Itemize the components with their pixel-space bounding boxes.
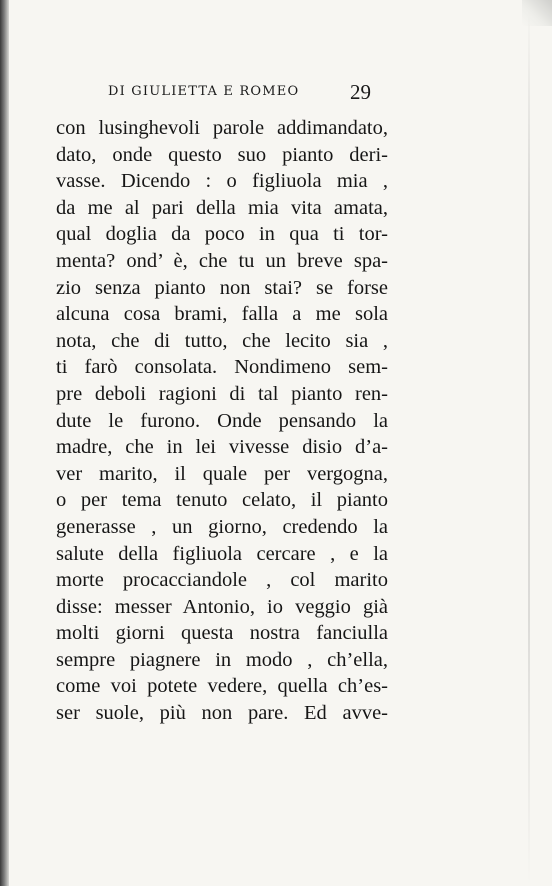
text-line: come voi potete vedere, quella ch’es- <box>56 675 388 698</box>
page-fold-line <box>528 0 530 886</box>
text-line: qual doglia da poco in qua ti tor- <box>56 223 388 246</box>
text-line: ser suole, più non pare. Ed avve- <box>56 702 388 725</box>
text-line: vasse. Dicendo : o figliuola mia , <box>56 170 388 193</box>
text-line: generasse , un giorno, credendo la <box>56 515 388 538</box>
text-line: menta? ond’ è, che tu un breve spa- <box>56 249 388 272</box>
text-line: sempre piagnere in modo , ch’ella, <box>56 648 388 671</box>
text-line: zio senza pianto non stai? se forse <box>56 276 388 299</box>
text-line: con lusinghevoli parole addimandato, <box>56 117 388 139</box>
text-line: pre deboli ragioni di tal pianto ren- <box>56 382 388 405</box>
text-line: dato, onde questo suo pianto deri- <box>56 143 388 166</box>
text-line: dute le furono. Onde pensando la <box>56 409 388 432</box>
text-line: o per tema tenuto celato, il pianto <box>56 489 388 512</box>
text-line: nota, che di tutto, che lecito sia , <box>56 329 388 352</box>
text-line: ver marito, il quale per vergogna, <box>56 462 388 485</box>
text-line: salute della figliuola cercare , e la <box>56 542 388 565</box>
page-number: 29 <box>350 80 371 104</box>
text-line: madre, che in lei vivesse disio d’a- <box>56 436 388 459</box>
text-line: alcuna cosa brami, falla a me sola <box>56 303 388 326</box>
text-line: molti giorni questa nostra fanciulla <box>56 622 388 645</box>
page-corner <box>522 0 552 26</box>
running-title: DI GIULIETTA E ROMEO <box>108 84 300 99</box>
text-line: disse: messer Antonio, io veggio già <box>56 595 388 618</box>
text-line: morte procacciandole , col marito <box>56 569 388 592</box>
text-line: da me al pari della mia vita amata, <box>56 196 388 219</box>
text-line: ti farò consolata. Nondimeno sem- <box>56 356 388 379</box>
body-text <box>56 115 388 727</box>
scan-edge-left <box>0 0 9 886</box>
